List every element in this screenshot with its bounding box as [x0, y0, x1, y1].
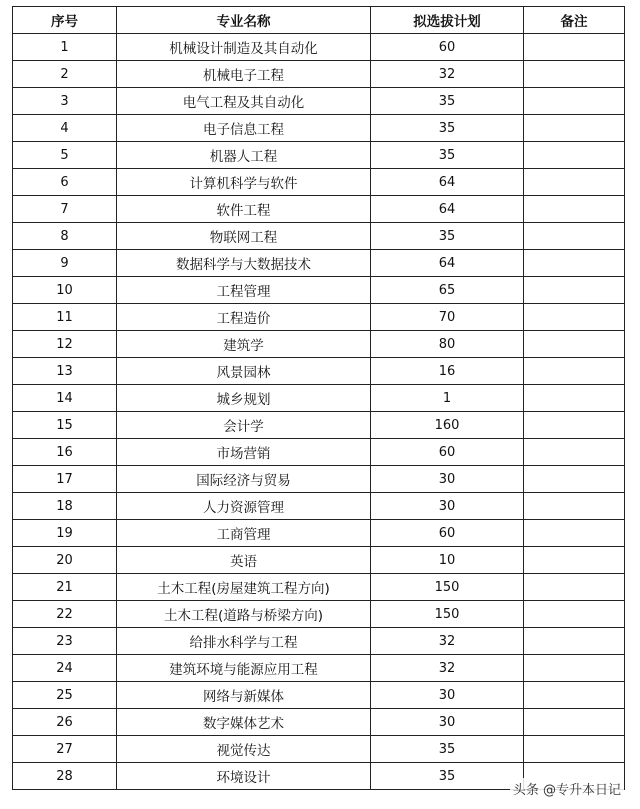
cell-note	[524, 493, 625, 520]
table-row	[13, 466, 625, 493]
cell-major-name: 视觉传达	[117, 736, 371, 763]
cell-plan: 64	[371, 196, 524, 223]
table-row	[13, 709, 625, 736]
table-row	[13, 655, 625, 682]
cell-note	[524, 196, 625, 223]
cell-note	[524, 277, 625, 304]
cell-no: 20	[13, 547, 117, 574]
cell-note	[524, 628, 625, 655]
cell-no: 5	[13, 142, 117, 169]
table-row	[13, 223, 625, 250]
cell-no: 4	[13, 115, 117, 142]
cell-major-name: 工程造价	[117, 304, 371, 331]
cell-no: 3	[13, 88, 117, 115]
cell-plan: 30	[371, 709, 524, 736]
cell-major-name: 风景园林	[117, 358, 371, 385]
table-row	[13, 115, 625, 142]
cell-major-name: 数字媒体艺术	[117, 709, 371, 736]
cell-note	[524, 655, 625, 682]
cell-note	[524, 223, 625, 250]
cell-note	[524, 412, 625, 439]
cell-no: 23	[13, 628, 117, 655]
cell-major-name: 建筑环境与能源应用工程	[117, 655, 371, 682]
cell-note	[524, 682, 625, 709]
cell-plan: 30	[371, 682, 524, 709]
cell-major-name: 机器人工程	[117, 142, 371, 169]
cell-plan: 35	[371, 115, 524, 142]
cell-no: 17	[13, 466, 117, 493]
table-row	[13, 574, 625, 601]
cell-plan: 60	[371, 34, 524, 61]
cell-plan: 30	[371, 466, 524, 493]
table-row	[13, 493, 625, 520]
cell-no: 12	[13, 331, 117, 358]
table-header	[13, 7, 625, 34]
table-row	[13, 34, 625, 61]
cell-no: 25	[13, 682, 117, 709]
table-row	[13, 385, 625, 412]
cell-major-name: 物联网工程	[117, 223, 371, 250]
cell-plan: 35	[371, 142, 524, 169]
cell-note	[524, 169, 625, 196]
cell-note	[524, 304, 625, 331]
cell-note	[524, 736, 625, 763]
table-row	[13, 142, 625, 169]
cell-no: 6	[13, 169, 117, 196]
cell-plan: 160	[371, 412, 524, 439]
cell-note	[524, 547, 625, 574]
table-row	[13, 88, 625, 115]
cell-major-name: 土木工程(道路与桥梁方向)	[117, 601, 371, 628]
cell-plan: 150	[371, 574, 524, 601]
cell-no: 15	[13, 412, 117, 439]
table-body	[13, 34, 625, 790]
table-row	[13, 520, 625, 547]
cell-plan: 65	[371, 277, 524, 304]
cell-major-name: 城乡规划	[117, 385, 371, 412]
table-row	[13, 682, 625, 709]
cell-no: 8	[13, 223, 117, 250]
cell-no: 9	[13, 250, 117, 277]
table-row	[13, 196, 625, 223]
table-row	[13, 412, 625, 439]
cell-plan: 70	[371, 304, 524, 331]
header-major-name: 专业名称	[117, 7, 371, 34]
table-row	[13, 358, 625, 385]
cell-major-name: 电气工程及其自动化	[117, 88, 371, 115]
cell-plan: 1	[371, 385, 524, 412]
cell-note	[524, 250, 625, 277]
cell-major-name: 市场营销	[117, 439, 371, 466]
table-row	[13, 169, 625, 196]
cell-plan: 60	[371, 520, 524, 547]
header-no: 序号	[13, 7, 117, 34]
cell-no: 22	[13, 601, 117, 628]
cell-no: 2	[13, 61, 117, 88]
header-plan: 拟选拔计划	[371, 7, 524, 34]
cell-no: 14	[13, 385, 117, 412]
cell-plan: 35	[371, 763, 524, 790]
cell-major-name: 网络与新媒体	[117, 682, 371, 709]
cell-major-name: 电子信息工程	[117, 115, 371, 142]
major-plan-table	[12, 6, 625, 790]
table-row	[13, 547, 625, 574]
cell-plan: 80	[371, 331, 524, 358]
watermark: 头条 @专升本日记	[510, 778, 624, 799]
table-row	[13, 61, 625, 88]
cell-major-name: 英语	[117, 547, 371, 574]
cell-note	[524, 61, 625, 88]
cell-major-name: 机械设计制造及其自动化	[117, 34, 371, 61]
cell-note	[524, 466, 625, 493]
cell-no: 13	[13, 358, 117, 385]
cell-note	[524, 520, 625, 547]
cell-plan: 32	[371, 61, 524, 88]
cell-no: 27	[13, 736, 117, 763]
table-row	[13, 304, 625, 331]
cell-note	[524, 709, 625, 736]
cell-note	[524, 331, 625, 358]
cell-plan: 60	[371, 439, 524, 466]
cell-note	[524, 601, 625, 628]
cell-major-name: 国际经济与贸易	[117, 466, 371, 493]
cell-no: 24	[13, 655, 117, 682]
cell-note	[524, 142, 625, 169]
table-row	[13, 439, 625, 466]
table-row	[13, 277, 625, 304]
cell-major-name: 数据科学与大数据技术	[117, 250, 371, 277]
table-row	[13, 250, 625, 277]
cell-major-name: 软件工程	[117, 196, 371, 223]
cell-major-name: 工程管理	[117, 277, 371, 304]
cell-major-name: 会计学	[117, 412, 371, 439]
cell-no: 18	[13, 493, 117, 520]
cell-note	[524, 115, 625, 142]
cell-note	[524, 88, 625, 115]
header-note: 备注	[524, 7, 625, 34]
cell-no: 28	[13, 763, 117, 790]
cell-plan: 32	[371, 628, 524, 655]
cell-major-name: 给排水科学与工程	[117, 628, 371, 655]
cell-note	[524, 34, 625, 61]
cell-no: 26	[13, 709, 117, 736]
table-row	[13, 628, 625, 655]
cell-no: 1	[13, 34, 117, 61]
cell-note	[524, 385, 625, 412]
cell-no: 19	[13, 520, 117, 547]
cell-no: 16	[13, 439, 117, 466]
cell-plan: 10	[371, 547, 524, 574]
cell-plan: 16	[371, 358, 524, 385]
cell-major-name: 人力资源管理	[117, 493, 371, 520]
table-row	[13, 601, 625, 628]
cell-no: 10	[13, 277, 117, 304]
cell-major-name: 土木工程(房屋建筑工程方向)	[117, 574, 371, 601]
cell-plan: 64	[371, 250, 524, 277]
cell-major-name: 工商管理	[117, 520, 371, 547]
cell-major-name: 计算机科学与软件	[117, 169, 371, 196]
cell-plan: 30	[371, 493, 524, 520]
cell-major-name: 建筑学	[117, 331, 371, 358]
cell-plan: 64	[371, 169, 524, 196]
header-row	[13, 7, 625, 34]
cell-note	[524, 439, 625, 466]
cell-plan: 35	[371, 736, 524, 763]
cell-plan: 32	[371, 655, 524, 682]
cell-no: 7	[13, 196, 117, 223]
cell-major-name: 环境设计	[117, 763, 371, 790]
cell-major-name: 机械电子工程	[117, 61, 371, 88]
cell-no: 11	[13, 304, 117, 331]
cell-no: 21	[13, 574, 117, 601]
cell-plan: 150	[371, 601, 524, 628]
table-row	[13, 736, 625, 763]
cell-plan: 35	[371, 223, 524, 250]
cell-note	[524, 358, 625, 385]
cell-plan: 35	[371, 88, 524, 115]
table-row	[13, 331, 625, 358]
cell-note	[524, 574, 625, 601]
